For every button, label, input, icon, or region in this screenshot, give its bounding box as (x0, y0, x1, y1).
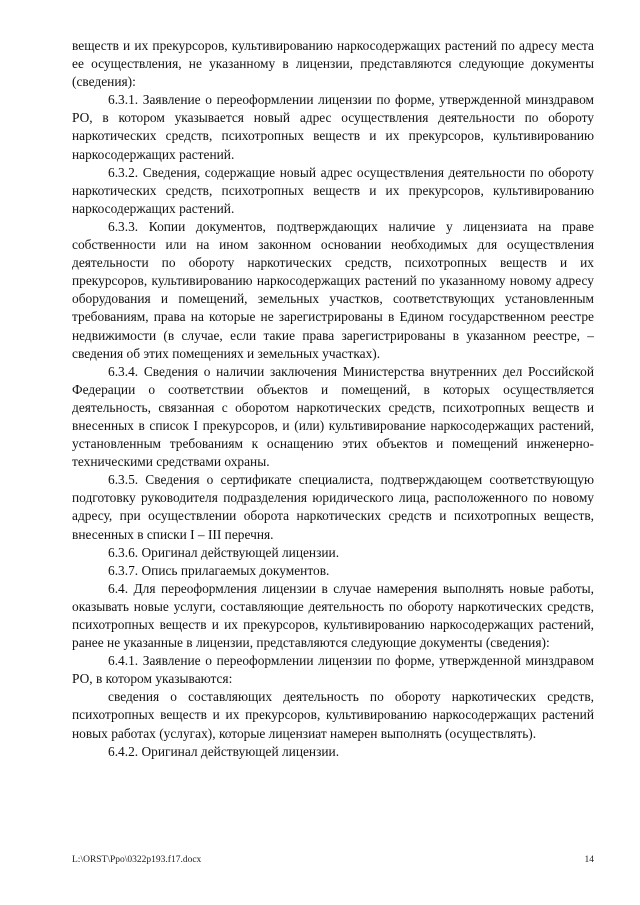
footer-file-path: L:\ORST\Ppo\0322p193.f17.docx (72, 855, 202, 865)
paragraph-6-3-3: 6.3.3. Копии документов, подтверждающих наличие у лицензиата на праве собственности или на ином законном основании необходимых для осуществления деятельности по обороту наркотических средств, психотропных веществ и их прекурсоров, культивированию наркосодержащих растений по указанному новому адресу оборудования и помещений, земельных участков, соответствующих установленным требованиям, права на которые не зарегистрированы в Едином государственном реестре недвижимости (в случае, если такие права зарегистрированы в указанном реестре, – сведения об этих помещениях и земельных участках). (72, 218, 594, 361)
paragraph-6-4-1: 6.4.1. Заявление о переоформлении лицензии по форме, утвержденной минздравом РО, в котором указываются: (72, 653, 594, 687)
paragraph-6-3-7: 6.3.7. Опись прилагаемых документов. (108, 562, 330, 578)
paragraph-6-4-1-details: сведения о составляющих деятельность по обороту наркотических средств, психотропных веществ и их прекурсоров, культивированию наркосодержащих растений новых работах (услугах), которые лицензиат намерен выполнять (осуществлять). (72, 689, 594, 741)
document-body (72, 37, 594, 761)
paragraph-6-3-1: 6.3.1. Заявление о переоформлении лицензии по форме, утвержденной минздравом РО, в котором указывается новый адрес осуществления деятельности по обороту наркотических средств, психотропных веществ и их прекурсоров, культивированию наркосодержащих растений. (72, 92, 594, 162)
paragraph-6-4-2: 6.4.2. Оригинал действующей лицензии. (108, 743, 340, 759)
paragraph-continuation: веществ и их прекурсоров, культивированию наркосодержащих растений по адресу места ее осуществления, не указанному в лицензии, представляются следующие документы (сведения): (72, 38, 594, 90)
paragraph-6-3-6: 6.3.6. Оригинал действующей лицензии. (108, 544, 340, 560)
paragraph-6-3-4: 6.3.4. Сведения о наличии заключения Министерства внутренних дел Российской Федерации о соответствии объектов и помещений, в которых осуществляется деятельность, связанная с оборотом наркотических средств, психотропных веществ и внесенных в список I прекурсоров, и (или) культивирование наркосодержащих растений, установленным требованиям к оснащению этих объектов и помещений инженерно-техническими средствами охраны. (72, 363, 594, 470)
paragraph-6-3-2: 6.3.2. Сведения, содержащие новый адрес осуществления деятельности по обороту наркотических средств, психотропных веществ и их прекурсоров, культивированию наркосодержащих растений. (72, 164, 594, 216)
paragraph-6-3-5: 6.3.5. Сведения о сертификате специалиста, подтверждающем соответствующую подготовку руководителя подразделения юридического лица, расположенного по новому адресу, при осуществлении оборота наркотических средств и психотропных веществ, внесенных в списки I – III перечня. (72, 472, 594, 542)
footer-page-number: 14 (584, 855, 594, 865)
paragraph-6-4: 6.4. Для переоформления лицензии в случае намерения выполнять новые работы, оказывать новые услуги, составляющие деятельность по обороту наркотических средств, психотропных веществ и их прекурсоров, культивированию наркосодержащих растений, ранее не указанные в лицензии, представляются следующие документы (сведения): (72, 580, 594, 651)
